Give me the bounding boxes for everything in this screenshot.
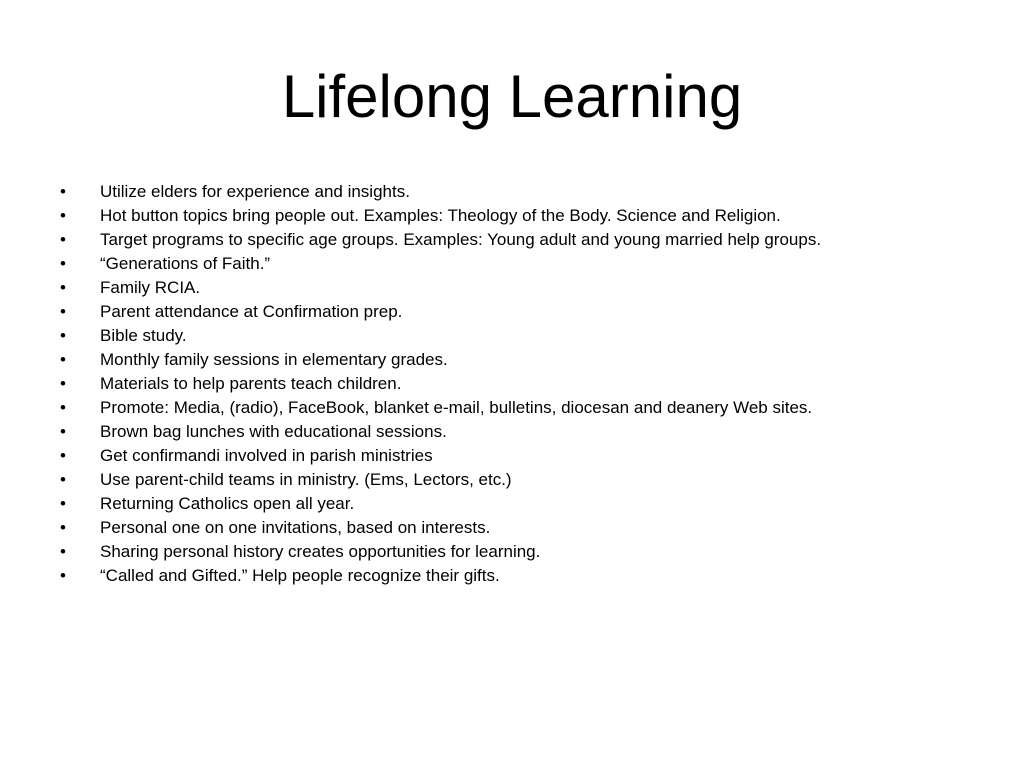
bullet-icon: • xyxy=(60,398,66,417)
list-item-text: “Generations of Faith.” xyxy=(100,254,271,273)
list-item-text: Sharing personal history creates opportunities for learning. xyxy=(100,542,541,561)
bullet-icon: • xyxy=(60,518,66,537)
list-item xyxy=(60,396,990,420)
list-item-text: Brown bag lunches with educational sessions. xyxy=(100,422,447,441)
bullet-icon: • xyxy=(60,566,66,585)
list-item-text: Promote: Media, (radio), FaceBook, blanket e-mail, bulletins, diocesan and deanery Web sites. xyxy=(100,398,813,417)
list-item xyxy=(60,348,990,372)
list-item xyxy=(60,540,990,564)
bullet-icon: • xyxy=(60,254,66,273)
list-item-text: Family RCIA. xyxy=(100,278,201,297)
list-item xyxy=(60,204,990,228)
list-item-text: Returning Catholics open all year. xyxy=(100,494,355,513)
bullet-icon: • xyxy=(60,230,66,249)
list-item-text: Utilize elders for experience and insights. xyxy=(100,182,410,201)
list-item-text: Monthly family sessions in elementary grades. xyxy=(100,350,448,369)
list-item-text: Get confirmandi involved in parish ministries xyxy=(100,446,433,465)
list-item-text: Target programs to specific age groups. Examples: Young adult and young married help groups. xyxy=(100,230,822,249)
bullet-icon: • xyxy=(60,350,66,369)
list-item xyxy=(60,516,990,540)
list-item xyxy=(60,468,990,492)
list-item xyxy=(60,252,990,276)
bullet-icon: • xyxy=(60,494,66,513)
list-item-text: Materials to help parents teach children. xyxy=(100,374,402,393)
bullet-icon: • xyxy=(60,206,66,225)
list-item-text: Bible study. xyxy=(100,326,187,345)
list-item-text: Use parent-child teams in ministry. (Ems, Lectors, etc.) xyxy=(100,470,512,489)
list-item xyxy=(60,300,990,324)
bullet-icon: • xyxy=(60,302,66,321)
list-item-text: Personal one on one invitations, based on interests. xyxy=(100,518,491,537)
list-item xyxy=(60,228,990,252)
bullet-icon: • xyxy=(60,278,66,297)
list-item xyxy=(60,492,990,516)
bullet-icon: • xyxy=(60,182,66,201)
list-item xyxy=(60,324,990,348)
bullet-icon: • xyxy=(60,542,66,561)
list-item-text: Hot button topics bring people out. Examples: Theology of the Body. Science and Religion. xyxy=(100,206,781,225)
slide-title: Lifelong Learning xyxy=(281,63,743,130)
list-item-text: Parent attendance at Confirmation prep. xyxy=(100,302,403,321)
bullet-icon: • xyxy=(60,470,66,489)
list-item xyxy=(60,420,990,444)
bullet-icon: • xyxy=(60,326,66,345)
list-item xyxy=(60,444,990,468)
list-item-text: “Called and Gifted.” Help people recognize their gifts. xyxy=(100,566,500,585)
list-item xyxy=(60,180,990,204)
list-item xyxy=(60,564,990,588)
list-item xyxy=(60,276,990,300)
bullet-icon: • xyxy=(60,422,66,441)
list-item xyxy=(60,372,990,396)
bullet-icon: • xyxy=(60,374,66,393)
bullet-list xyxy=(60,180,990,588)
bullet-icon: • xyxy=(60,446,66,465)
